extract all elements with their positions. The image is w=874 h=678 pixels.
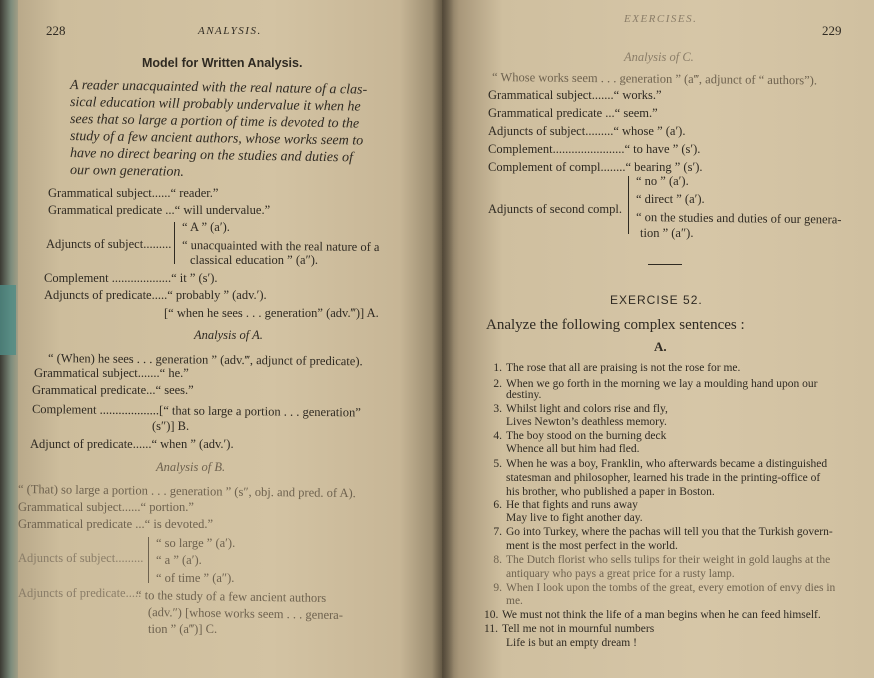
analysis-b-adj-subject-item: “ of time ” (a″). [156,571,235,585]
item-line: destiny. [506,389,542,401]
page-tab [0,285,16,355]
item-number: 2. [493,378,502,390]
analysis-b-adj-subject-item: “ a ” (a′). [156,553,202,567]
analysis-c-title: Analysis of C. [624,50,694,64]
item-line: Whence all but him had fled. [506,443,640,455]
item-number: 4. [493,430,502,442]
list-item [488,458,827,471]
item-line: statesman and philosopher, learned his trade in the printing-office of [506,472,821,484]
section-rule [648,264,682,265]
exercise-title: EXERCISE 52. [610,293,703,307]
list-item [484,623,654,636]
adj-predicate-clause: [“ when he sees . . . generation” (adv.‴)] A. [164,306,379,320]
item-number: 6. [493,499,502,511]
complement: Complement ...................“ it ” (s′). [44,271,218,285]
exercise-section: A. [654,339,667,354]
left-page [18,0,442,678]
item-number: 1. [493,362,502,374]
item-line: Whilst light and colors rise and fly, [506,403,668,415]
item-number: 3. [493,403,502,415]
model-line: sees that so large a portion of time is devoted to the [69,112,360,132]
gram-subject: Grammatical subject......“ reader.” [48,186,219,200]
analysis-b-adj-predicate-item: tion ” (a‴)] C. [148,622,218,636]
running-head-right: EXERCISES. [624,13,698,25]
analysis-a-gram-predicate: Grammatical predicate...“ sees.” [32,383,194,397]
item-line: antiquary who pays a great price for a rusty lamp. [506,568,735,580]
item-number: 8. [493,554,502,566]
analysis-a-title: Analysis of A. [194,328,263,342]
item-line: Life is but an empty dream ! [506,637,637,649]
analysis-c-compl-of-compl: Complement of compl........“ bearing ” (s′). [488,160,703,174]
page-number-right: 229 [822,23,842,38]
item-line: He that fights and runs away [506,499,638,511]
model-line: have no direct bearing on the studies and duties of [69,146,354,166]
analysis-b-adj-subject-item: “ so large ” (a′). [156,536,236,550]
analysis-a-adj-predicate: Adjunct of predicate......“ when ” (adv.′). [30,437,234,451]
adj-subject-item: “ unacquainted with the real nature of a [181,238,380,255]
page-number-left: 228 [46,23,66,38]
brace [174,222,175,264]
book-gutter [432,0,454,678]
item-line: The rose that all are praising is not the rose for me. [506,362,741,374]
analysis-c-complement: Complement.......................“ to have ” (s′). [488,142,701,156]
list-item [488,582,835,595]
model-line: A reader unacquainted with the real nature of a clas- [69,78,368,98]
item-number: 10. [484,609,499,621]
item-line: The boy stood on the burning deck [506,430,667,442]
item-line: me. [506,595,523,607]
analysis-b-adj-subject-label: Adjuncts of subject......... [18,551,144,565]
list-item [488,430,666,443]
running-head-left: ANALYSIS. [198,25,262,37]
item-number: 5. [493,458,502,470]
adj-subject-item: classical education ” (a″). [190,253,319,267]
analysis-b-clause: “ (That) so large a portion . . . generation ” (s″, obj. and pred. of A). [18,482,356,501]
item-line: Lives Newton’s deathless memory. [506,416,667,428]
analysis-b-adj-predicate-label: Adjuncts of predicate..... [18,586,142,600]
item-line: When he was a boy, Franklin, who afterwards became a distinguished [506,458,828,470]
item-line: When we go forth in the morning we lay a moulding hand upon our [506,378,818,390]
analysis-c-adj-second-item: “ no ” (a′). [636,174,689,188]
adj-predicate: Adjuncts of predicate.....“ probably ” (adv.′). [44,288,267,302]
analysis-b-adj-predicate-item: “ to the study of a few ancient authors [135,588,327,605]
analysis-a-complement: Complement ...................[“ that so large a portion . . . generation” [31,402,361,420]
analysis-c-adj-second-item: “ on the studies and duties of our genera- [635,210,842,227]
analysis-b-gram-subject: Grammatical subject......“ portion.” [18,500,194,514]
analysis-c-adj-second-label: Adjuncts of second compl. [488,202,623,216]
item-line: Tell me not in mournful numbers [502,623,655,635]
analysis-b-gram-predicate: Grammatical predicate ...“ is devoted.” [18,517,214,531]
adj-subject-label: Adjuncts of subject......... [46,237,172,251]
list-item [484,609,821,622]
list-item [488,403,668,416]
list-item [488,362,740,375]
item-number: 11. [484,623,498,635]
analysis-c-adj-subject: Adjuncts of subject.........“ whose ” (a′). [488,124,686,138]
analysis-b-adj-predicate-item: (adv.″) [whose works seem . . . genera- [147,605,344,623]
item-line: The Dutch florist who sells tulips for their weight in gold laughs at the [506,554,831,566]
analysis-a-gram-subject: Grammatical subject.......“ he.” [34,366,189,380]
item-line: We must not think the life of a man begins when he can feed himself. [502,609,821,621]
exercise-instruction: Analyze the following complex sentences : [486,317,745,333]
item-line: his brother, who published a paper in Boston. [506,486,715,498]
gram-predicate: Grammatical predicate ...“ will undervalue.” [48,203,271,217]
adj-subject-item: “ A ” (a′). [182,220,230,234]
analysis-b-title: Analysis of B. [156,460,226,474]
model-line: sical education will probably undervalue it when he [69,95,361,115]
item-line: May live to fight another day. [506,512,643,524]
analysis-a-complement-2: (s″)] B. [152,419,190,433]
brace [148,537,149,583]
list-item [488,526,833,539]
item-number: 9. [493,582,502,594]
model-line: our own generation. [69,163,185,180]
item-line: When I look upon the tombs of the great, every emotion of envy dies in [506,582,836,594]
model-heading: Model for Written Analysis. [142,56,303,70]
item-number: 7. [493,526,502,538]
model-line: study of a few ancient authors, whose works seem to [69,129,364,149]
analysis-c-adj-second-item: “ direct ” (a′). [636,192,705,206]
list-item [488,499,638,512]
item-line: ment is the most perfect in the world. [506,540,678,552]
item-line: Go into Turkey, where the pachas will tell you that the Turkish govern- [506,526,833,538]
analysis-a-clause: “ (When) he sees . . . generation ” (adv.‴, adjunct of predicate). [47,351,363,369]
list-item [488,554,830,567]
right-page [442,0,874,678]
analysis-c-clause: “ Whose works seem . . . generation ” (a‴, adjunct of “ authors”). [491,70,818,88]
analysis-c-adj-second-item: tion ” (a″). [640,226,694,240]
analysis-c-gram-predicate: Grammatical predicate ...“ seem.” [488,106,658,120]
brace [628,176,629,234]
analysis-c-gram-subject: Grammatical subject.......“ works.” [488,88,662,102]
